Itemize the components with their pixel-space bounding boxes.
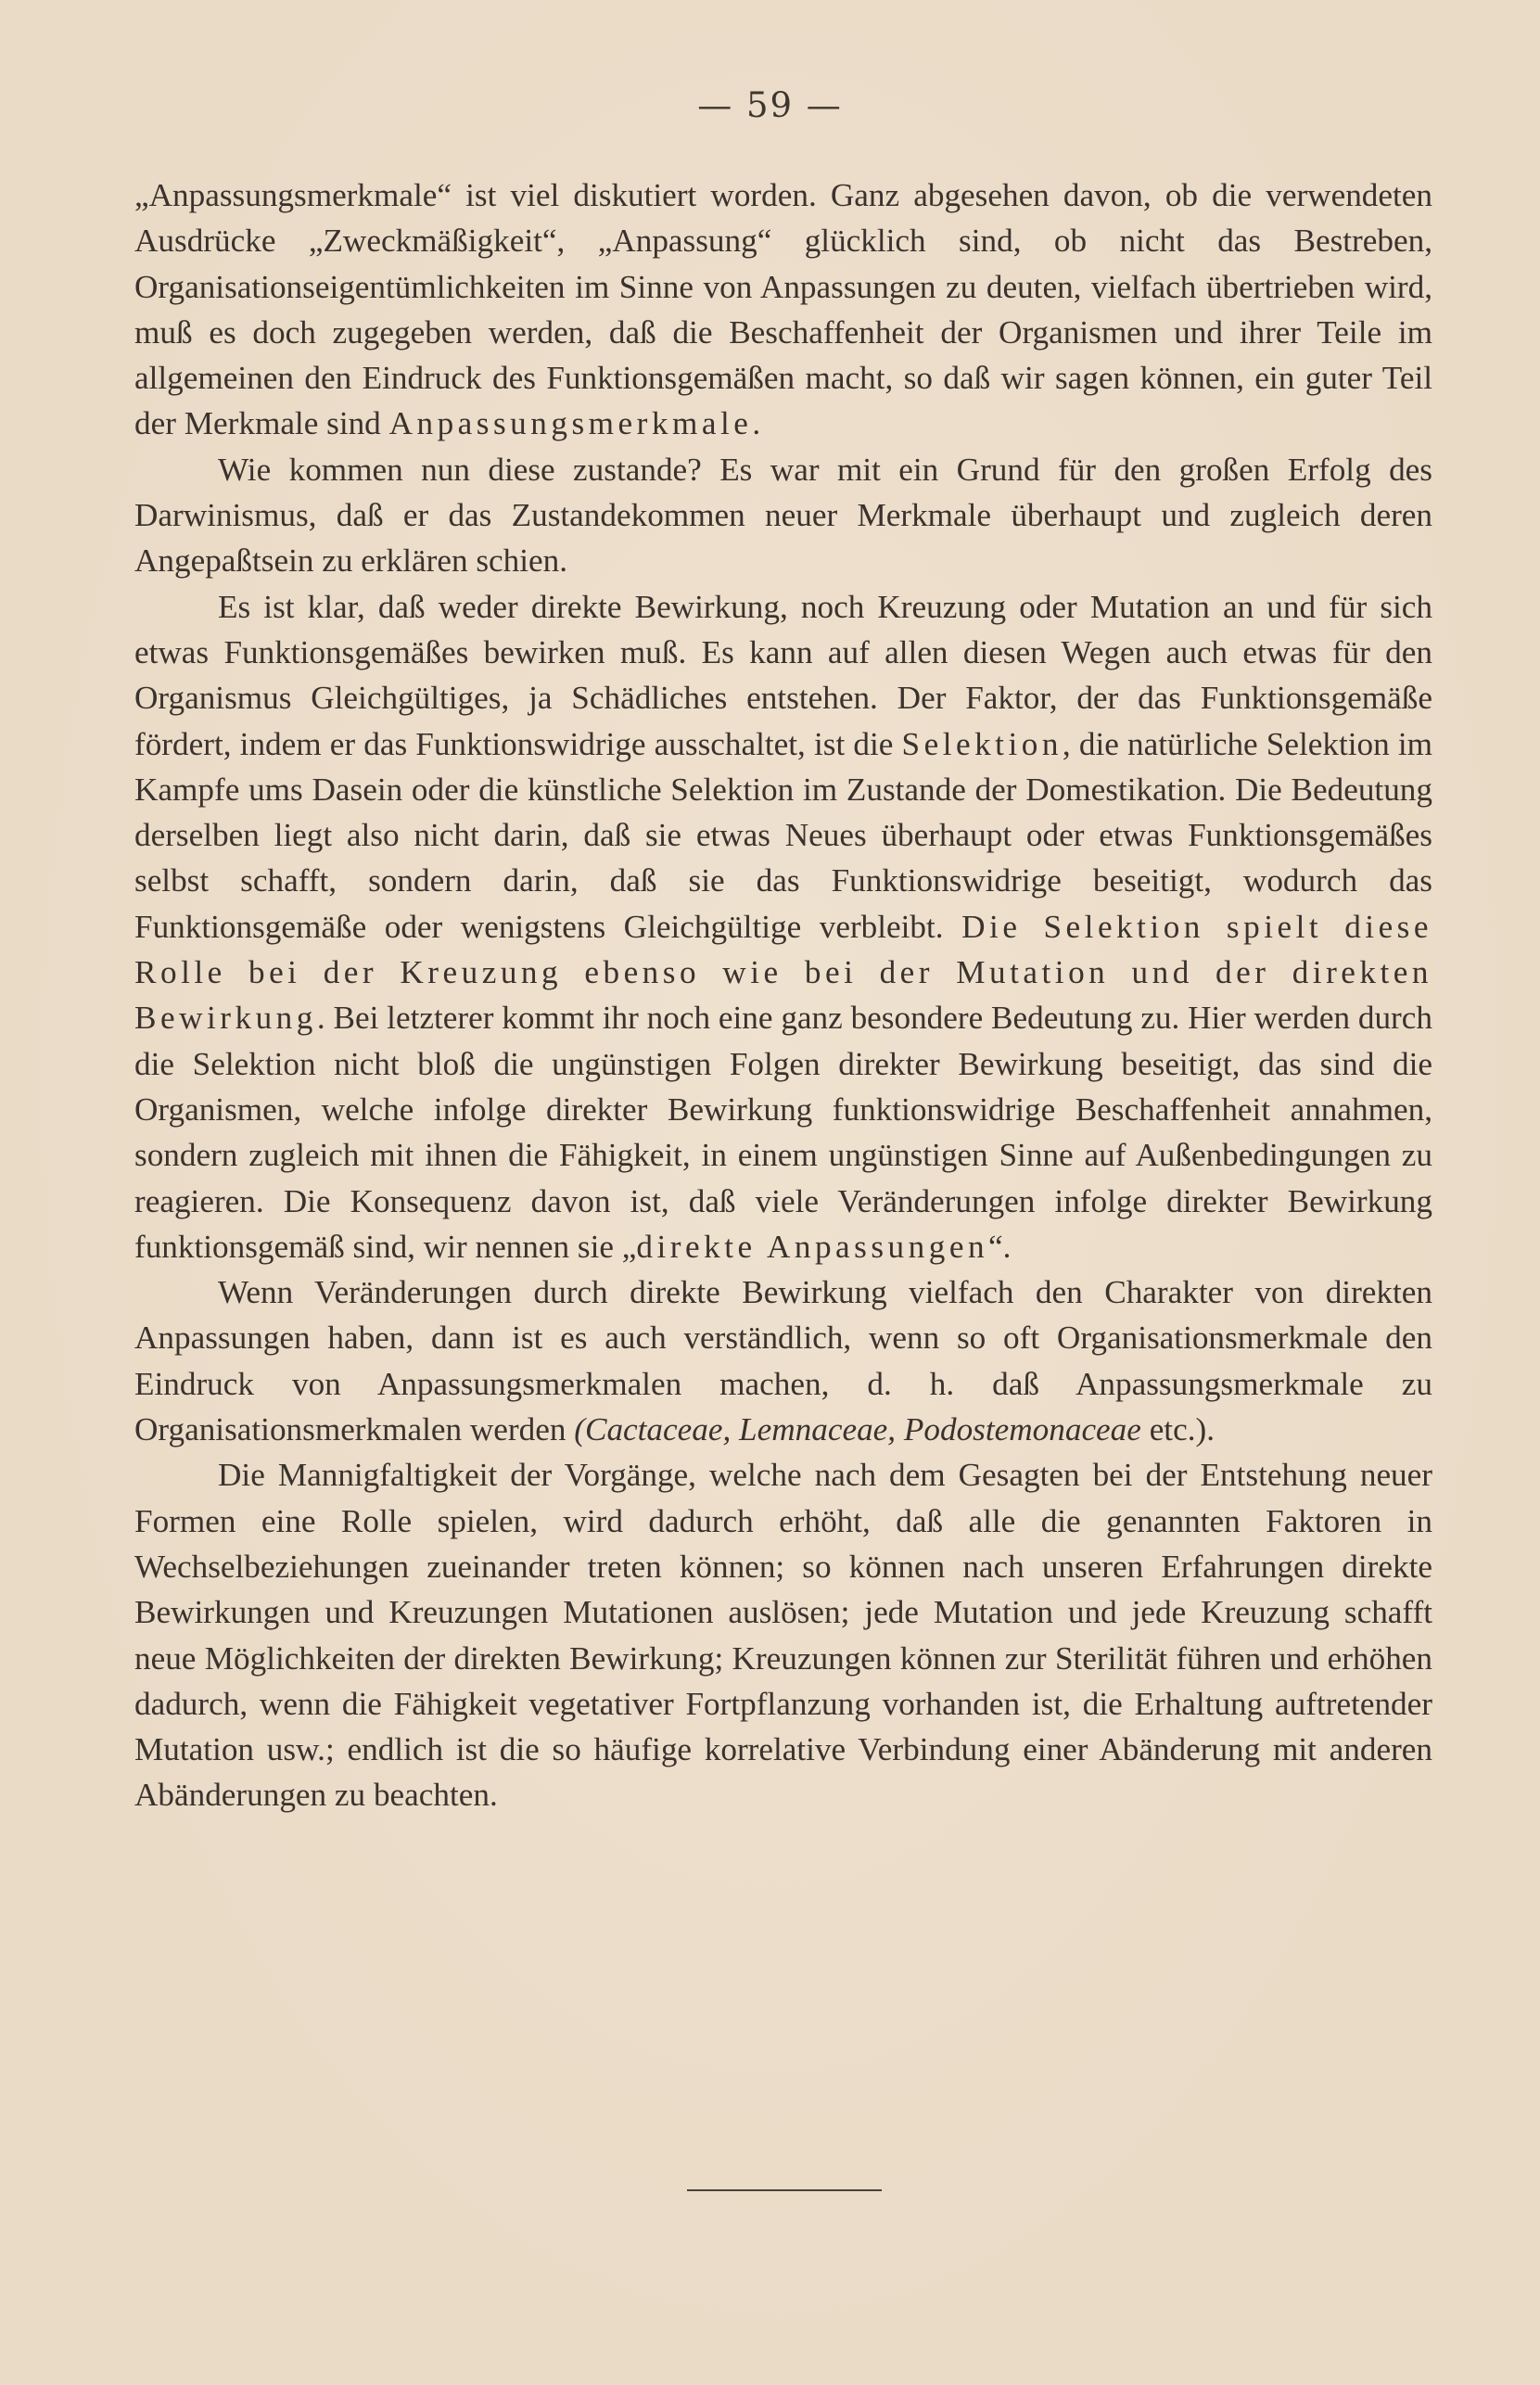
paragraph (134, 447, 1432, 584)
text-run: Es ist klar, daß weder direkte Bewirkung, noch Kreuzung oder Mutation an und für sich etwas Funktionsgemäßes bewirken muß. Es kann auf allen diesen Wegen auch etwas für den Organismus Gleichgültiges, ja Schädliches entstehen. Der Faktor, der das Funktionsgemäße fördert, indem er das Funktionswidrige ausschaltet, ist die (134, 588, 1432, 762)
text-run: Wie kommen nun diese zustande? Es war mit ein Grund für den großen Erfolg des Darwinismus, daß er das Zustandekommen neuer Merkmale überhaupt und zugleich deren Angepaßtsein zu erklären schien. (134, 451, 1432, 580)
text-run: “. (988, 1228, 1012, 1265)
paragraph (134, 172, 1432, 447)
paragraph (134, 1452, 1432, 1817)
text-run: „Anpassungsmerkmale“ ist viel diskutiert worden. Ganz abgesehen davon, ob die verwendeten Ausdrücke „Zweckmäßigkeit“, „Anpassung“ glücklich sind, ob nicht das Bestreben, Organisationseigentümlichkeiten im Sinne von Anpassungen zu deuten, vielfach übertrieben wird, muß es doch zugegeben werden, daß die Beschaffenheit der Organismen und ihrer Teile im allgemeinen den Eindruck des Funktionsgemäßen macht, so daß wir sagen können, ein guter Teil der Merkmale sind (134, 177, 1432, 442)
paragraph (134, 584, 1432, 1269)
emphasized-text: Die Selektion spielt diese Rolle bei der Kreuzung ebenso wie bei der Mutation und der direkten Bewirkung (134, 908, 1432, 1037)
paragraph (134, 1269, 1432, 1452)
text-run: . Bei letzterer kommt ihr noch eine ganz besondere Bedeutung zu. Hier werden durch die Selektion nicht bloß die ungünstigen Folgen direkter Bewirkung beseitigt, das sind die Organismen, welche infolge direkter Bewirkung funktionswidrige Beschaffenheit annahmen, sondern zugleich mit ihnen die Fähigkeit, in einem ungünstigen Sinne auf Außenbedingungen zu reagieren. Die Konsequenz davon ist, daß viele Veränderungen infolge direkter Bewirkung funktionsgemäß sind, wir nennen sie „ (134, 1000, 1432, 1265)
text-run: Wenn Veränderungen durch direkte Bewirkung vielfach den Charakter von direkten Anpassungen haben, dann ist es auch verständlich, wenn so oft Organisationsmerkmale den Eindruck von Anpassungsmerkmalen machen, d. h. daß Anpassungsmerkmale zu Organisationsmerkmalen werden (134, 1274, 1432, 1448)
end-rule (687, 2189, 882, 2191)
body-text (134, 172, 1432, 1818)
page-number: — 59 — (697, 85, 843, 125)
emphasized-text: Anpassungsmerkmale (388, 405, 753, 442)
text-run: . (752, 405, 761, 442)
text-run: , die natürliche Selektion im Kampfe ums Dasein oder die künstliche Selektion im Zustande der Domestikation. Die Bedeutung derselben liegt also nicht darin, daß sie etwas Neues überhaupt oder etwas Funktionsgemäßes selbst schafft, sondern darin, daß sie das Funktionswidrige beseitigt, wodurch das Funktionsgemäße oder wenigstens Gleichgültige verbleibt. (134, 725, 1432, 945)
italic-text: (Cactaceae, Lemnaceae, Podostemonaceae (574, 1411, 1141, 1448)
emphasized-text: direkte Anpassungen (636, 1228, 989, 1265)
text-run: Die Mannigfaltigkeit der Vorgänge, welche nach dem Gesagten bei der Entstehung neuer Formen eine Rolle spielen, wird dadurch erhöht, daß alle die genannten Faktoren in Wechselbeziehungen zueinander treten können; so können nach unseren Erfahrungen direkte Bewirkungen und Kreuzungen Mutationen auslösen; jede Mutation und jede Kreuzung schafft neue Möglichkeiten der direkten Bewirkung; Kreuzungen können zur Sterilität führen und erhöhen dadurch, wenn die Fähigkeit vegetativer Fortpflanzung vorhanden ist, die Erhaltung auftretender Mutation usw.; endlich ist die so häufige korrelative Verbindung einer Abänderung mit anderen Abänderungen zu beachten. (134, 1457, 1432, 1814)
text-run: etc.). (1140, 1411, 1215, 1448)
emphasized-text: Selektion (901, 725, 1063, 762)
